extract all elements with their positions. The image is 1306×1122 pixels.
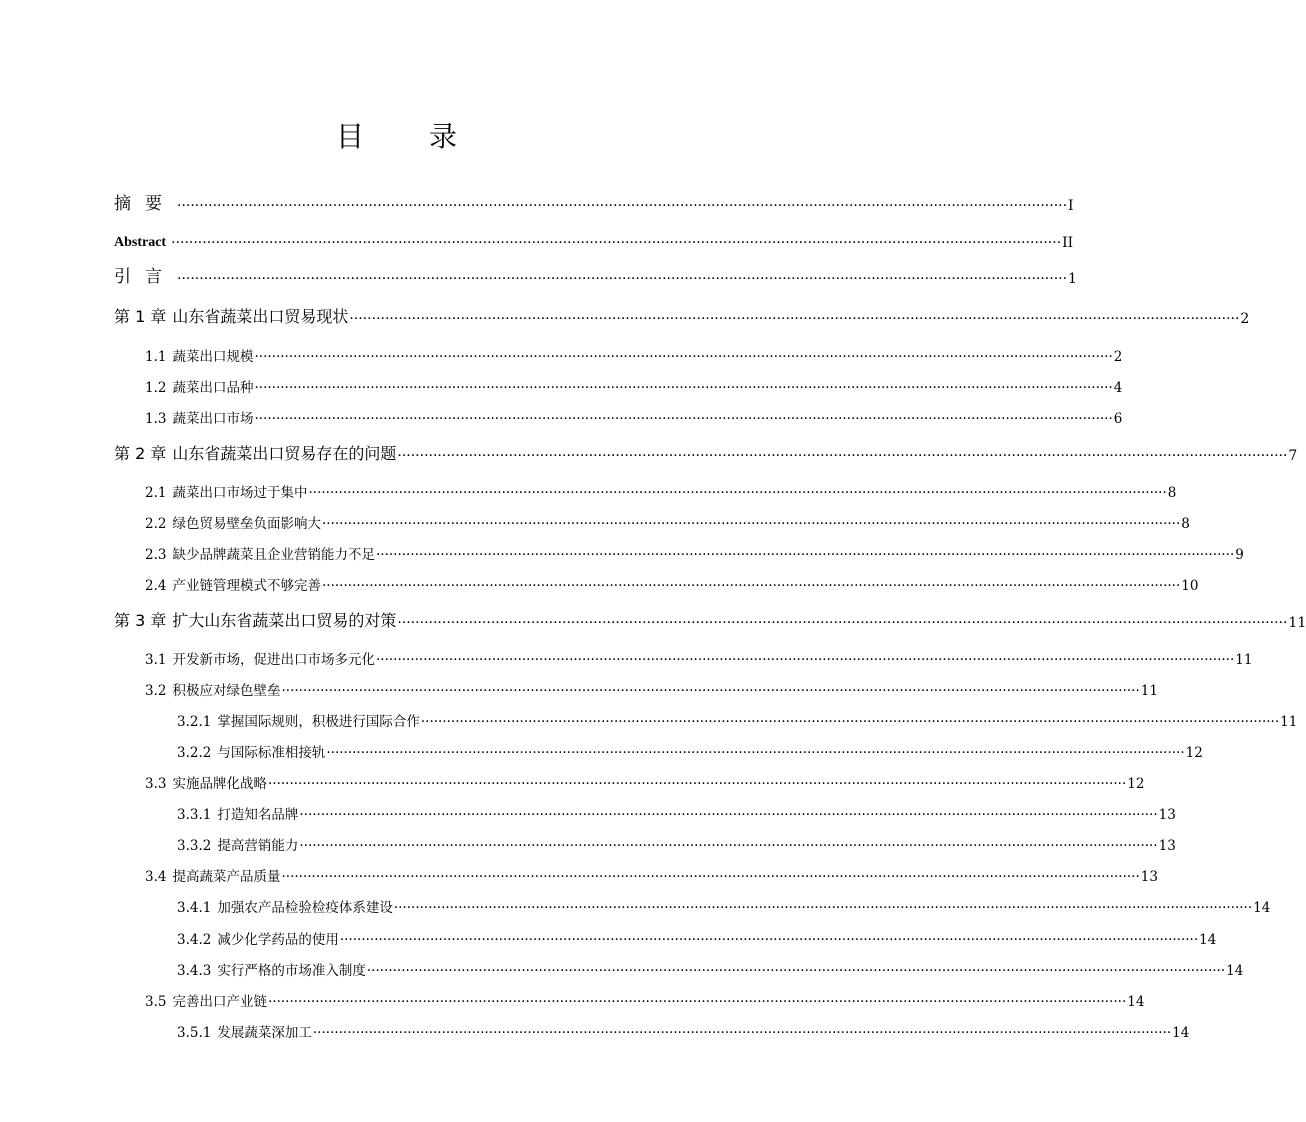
toc-entry[interactable]	[145, 539, 1244, 563]
toc-dot-leader: ········································································································································································································	[397, 448, 1288, 464]
toc-entry-number: 2.4	[145, 578, 167, 594]
toc-entry-number: 3.4.1	[177, 900, 212, 916]
toc-page-number: 9	[1235, 547, 1244, 563]
toc-dot-leader: ········································································································································································································	[349, 311, 1240, 327]
toc-entry-label	[145, 772, 267, 792]
toc-entry-label	[177, 928, 339, 948]
toc-page-number: 13	[1158, 807, 1176, 823]
toc-page-number: 14	[1253, 900, 1271, 916]
toc-entry[interactable]	[177, 892, 1271, 916]
toc-page-number: 13	[1140, 869, 1158, 885]
toc-entry-text: 蔬菜出口市场过于集中	[172, 485, 308, 501]
toc-page-number: 8	[1181, 516, 1190, 532]
toc-dot-leader: ········································································································································································································	[321, 578, 1181, 594]
toc-entry-number: 第 2 章	[114, 444, 167, 463]
toc-page-number: 4	[1113, 380, 1123, 396]
toc-entry[interactable]	[177, 799, 1176, 823]
toc-entry-text: 引言	[114, 267, 176, 287]
toc-entry[interactable]	[145, 372, 1123, 396]
toc-entry-label	[145, 543, 375, 563]
toc-page-number: II	[1062, 235, 1074, 251]
toc-entry-text: 掌握国际规则，积极进行国际合作	[217, 714, 420, 730]
toc-entry-text: 积极应对绿色壁垒	[172, 683, 281, 699]
toc-entry-text: 山东省蔬菜出口贸易现状	[172, 307, 349, 326]
toc-entry-number: 3.2	[145, 683, 167, 699]
toc-entry-text: 实施品牌化战略	[172, 776, 267, 792]
toc-entry-text: 蔬菜出口品种	[172, 380, 254, 396]
toc-entry-text: 蔬菜出口市场	[172, 411, 254, 427]
toc-entry-label	[177, 834, 298, 854]
toc-entry-number: 3.5.1	[177, 1025, 212, 1041]
toc-dot-leader: ········································································································································································································	[321, 516, 1181, 532]
toc-entry-label	[145, 648, 375, 668]
toc-entry[interactable]	[145, 403, 1123, 427]
toc-dot-leader: ········································································································································································································	[299, 807, 1158, 823]
toc-entry-label	[145, 481, 307, 501]
toc-dot-leader: ········································································································································································································	[267, 994, 1127, 1010]
toc-entry-label	[177, 803, 298, 823]
toc-entry[interactable]	[177, 924, 1217, 948]
toc-entry[interactable]	[114, 303, 1250, 327]
toc-entry-label	[145, 574, 321, 594]
toc-entry-label	[177, 741, 325, 761]
toc-dot-leader: ········································································································································································································	[339, 932, 1199, 948]
toc-entry-number: 3.4	[145, 869, 167, 885]
toc-entry-number: 3.3.1	[177, 807, 212, 823]
toc-entry-label	[114, 441, 396, 464]
toc-entry-text: 摘要	[114, 194, 176, 214]
toc-page-number: 11	[1288, 615, 1306, 631]
toc-entry[interactable]	[177, 706, 1298, 730]
toc-entry-label	[145, 512, 321, 532]
toc-entry-number: 2.1	[145, 485, 167, 501]
toc-entry-number: 2.2	[145, 516, 167, 532]
toc-entry[interactable]	[177, 830, 1176, 854]
toc-page-number: 7	[1288, 448, 1298, 464]
toc-entry-text: 提高蔬菜产品质量	[172, 869, 281, 885]
toc-page-number: 12	[1185, 745, 1203, 761]
toc-entry-number: 1.1	[145, 349, 167, 365]
toc-entry-text: 扩大山东省蔬菜出口贸易的对策	[172, 611, 397, 630]
toc-entry-label	[177, 710, 420, 730]
toc-entry-text: 减少化学药品的使用	[217, 932, 339, 948]
toc-entry-text: 实行严格的市场准入制度	[217, 963, 366, 979]
toc-entry-number: 1.2	[145, 380, 167, 396]
toc-entry-label	[145, 679, 280, 699]
toc-entry-label	[177, 896, 393, 916]
toc-entry[interactable]	[145, 341, 1123, 365]
toc-dot-leader: ········································································································································································································	[299, 838, 1158, 854]
toc-dot-leader: ········································································································································································································	[267, 776, 1127, 792]
toc-entry-text: 发展蔬菜深加工	[217, 1025, 312, 1041]
toc-entry-number: 3.2.1	[177, 714, 212, 730]
toc-dot-leader: ········································································································································································································	[254, 380, 1113, 396]
toc-entry-label	[145, 376, 253, 396]
toc-entry[interactable]	[145, 570, 1199, 594]
toc-dot-leader: ········································································································································································································	[281, 869, 1140, 885]
toc-page-number: 11	[1140, 683, 1158, 699]
toc-entry-number: 3.1	[145, 652, 167, 668]
toc-entry-text: 与国际标准相接轨	[217, 745, 326, 761]
toc-entry-text: 开发新市场，促进出口市场多元化	[172, 652, 375, 668]
toc-entry-label	[145, 407, 253, 427]
toc-entry[interactable]	[145, 768, 1145, 792]
toc-page-number: 10	[1181, 578, 1199, 594]
toc-entry-number: 2.3	[145, 547, 167, 563]
toc-entry-label	[145, 990, 267, 1010]
toc-entry-number: 3.5	[145, 994, 167, 1010]
toc-dot-leader: ········································································································································································································	[177, 271, 1068, 287]
toc-page-number: 12	[1127, 776, 1145, 792]
toc-entry[interactable]	[177, 1017, 1190, 1041]
toc-entry-number: 1.3	[145, 411, 167, 427]
toc-entry-label	[114, 189, 176, 214]
toc-entry-text: 山东省蔬菜出口贸易存在的问题	[172, 444, 397, 463]
toc-entry-text: 加强农产品检验检疫体系建设	[217, 900, 393, 916]
toc-entry[interactable]	[114, 227, 1074, 251]
toc-entry-number: 3.4.3	[177, 963, 212, 979]
toc-entry[interactable]	[145, 644, 1253, 668]
toc-dot-leader: ········································································································································································································	[366, 963, 1226, 979]
toc-entry-number: 3.2.2	[177, 745, 212, 761]
toc-page-number: I	[1068, 198, 1074, 214]
toc-page-number: 2	[1113, 349, 1123, 365]
toc-page-number: 14	[1172, 1025, 1190, 1041]
toc-entry-label	[145, 345, 253, 365]
toc-entry[interactable]	[145, 508, 1190, 532]
toc-dot-leader: ········································································································································································································	[375, 652, 1235, 668]
toc-entry-text: 绿色贸易壁垒负面影响大	[172, 516, 321, 532]
toc-entry-text: 打造知名品牌	[217, 807, 299, 823]
toc-entry-text: 产业链管理模式不够完善	[172, 578, 321, 594]
toc-entry[interactable]	[114, 263, 1077, 287]
toc-entry-text: 提高营销能力	[217, 838, 299, 854]
toc-page-number: 8	[1167, 485, 1177, 501]
toc-entry-number: 第 3 章	[114, 611, 167, 630]
toc-dot-leader: ········································································································································································································	[171, 235, 1062, 251]
toc-page-number: 11	[1280, 714, 1298, 730]
toc-dot-leader: ········································································································································································································	[375, 547, 1235, 563]
toc-entry[interactable]	[145, 477, 1177, 501]
toc-entry-number: 3.4.2	[177, 932, 212, 948]
toc-entry-label	[114, 262, 176, 287]
toc-dot-leader: ········································································································································································································	[177, 198, 1068, 214]
toc-entry[interactable]	[177, 737, 1203, 761]
toc-entry-number: 3.3.2	[177, 838, 212, 854]
toc-dot-leader: ········································································································································································································	[254, 411, 1113, 427]
toc-page-number: 14	[1226, 963, 1244, 979]
toc-entry[interactable]	[145, 861, 1158, 885]
toc-entry-label	[114, 304, 348, 327]
toc-page-number: 11	[1235, 652, 1253, 668]
toc-dot-leader: ········································································································································································································	[397, 615, 1288, 631]
toc-entry-number: 第 1 章	[114, 307, 167, 326]
toc-title: 目 录	[336, 120, 485, 153]
toc-entry[interactable]	[114, 607, 1306, 631]
toc-dot-leader: ········································································································································································································	[326, 745, 1185, 761]
toc-entry[interactable]	[145, 675, 1158, 699]
toc-entry-text: 缺少品牌蔬菜且企业营销能力不足	[172, 547, 375, 563]
toc-page-number: 13	[1158, 838, 1176, 854]
toc-entry-number: 3.3	[145, 776, 167, 792]
toc-entry-text: Abstract	[114, 235, 167, 250]
toc-page-number: 14	[1199, 932, 1217, 948]
toc-entry-text: 蔬菜出口规模	[172, 349, 254, 365]
toc-entry-label	[114, 235, 166, 251]
toc-page-number: 14	[1127, 994, 1145, 1010]
toc-entry[interactable]	[145, 986, 1145, 1010]
toc-entry-label	[145, 865, 280, 885]
toc-entry-label	[177, 959, 366, 979]
toc-entry[interactable]	[114, 190, 1074, 214]
toc-dot-leader: ········································································································································································································	[281, 683, 1140, 699]
toc-entry-text: 完善出口产业链	[172, 994, 267, 1010]
toc-dot-leader: ········································································································································································································	[420, 714, 1280, 730]
toc-dot-leader: ········································································································································································································	[308, 485, 1167, 501]
toc-entry-label	[177, 1021, 312, 1041]
toc-page-number: 2	[1240, 311, 1250, 327]
toc-dot-leader: ········································································································································································································	[312, 1025, 1172, 1041]
toc-page-number: 1	[1068, 271, 1077, 287]
toc-page-number: 6	[1113, 411, 1123, 427]
toc-entry-label	[114, 608, 396, 631]
toc-entry[interactable]	[177, 955, 1244, 979]
toc-dot-leader: ········································································································································································································	[393, 900, 1253, 916]
toc-dot-leader: ········································································································································································································	[254, 349, 1113, 365]
toc-entry[interactable]	[114, 440, 1298, 464]
